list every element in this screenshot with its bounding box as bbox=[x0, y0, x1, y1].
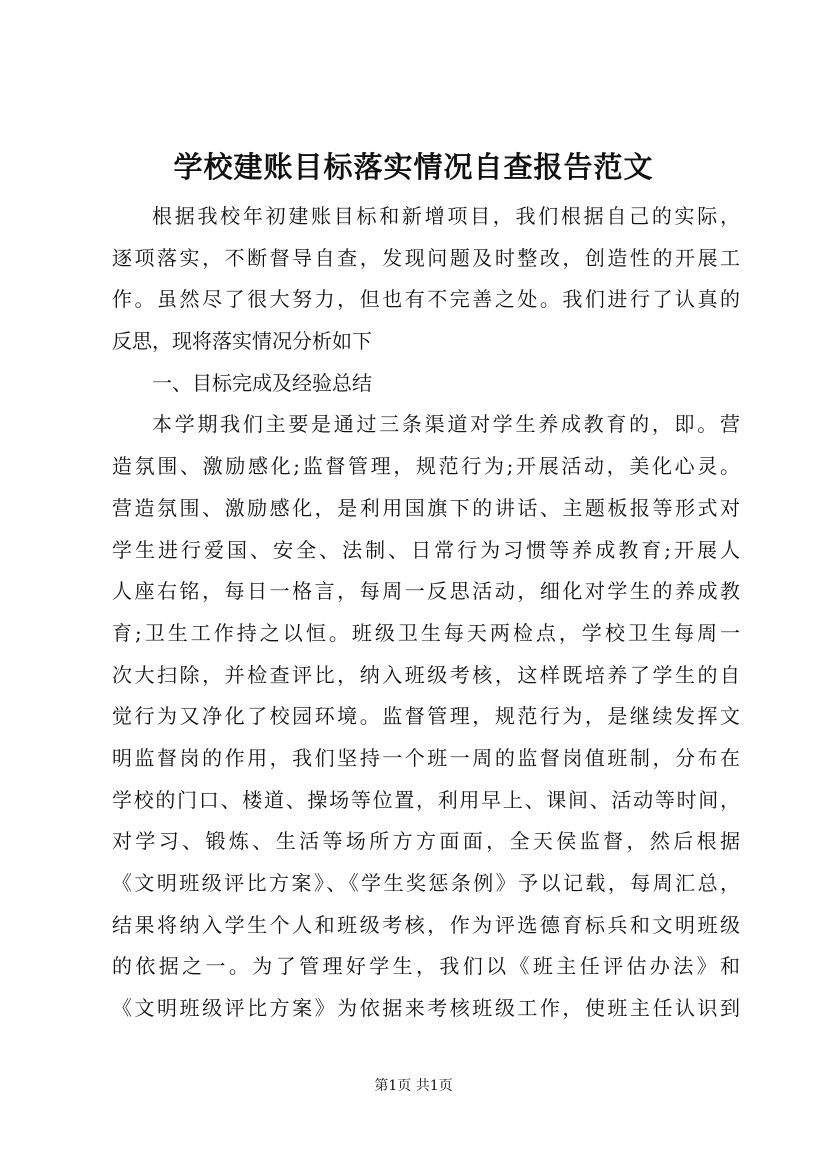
body-line: 作。虽然尽了很大努力，但也有不完善之处。我们进行了认真的 bbox=[112, 287, 740, 312]
document-body bbox=[112, 196, 740, 1030]
body-line: 明监督岗的作用，我们坚持一个班一周的监督岗值班制，分布在 bbox=[112, 745, 740, 770]
body-line: 次大扫除，并检查评比，纳入班级考核，这样既培养了学生的自 bbox=[112, 662, 740, 687]
body-line: 人座右铭，每日一格言，每周一反思活动，细化对学生的养成教 bbox=[112, 579, 740, 604]
body-line: 造氛围、激励感化;监督管理，规范行为;开展活动，美化心灵。 bbox=[112, 454, 740, 479]
body-line: 结果将纳入学生个人和班级考核，作为评选德育标兵和文明班级 bbox=[112, 912, 740, 937]
body-line: 本学期我们主要是通过三条渠道对学生养成教育的，即。营 bbox=[152, 412, 740, 437]
body-line: 觉行为又净化了校园环境。监督管理，规范行为，是继续发挥文 bbox=[112, 704, 740, 729]
body-line: 《文明班级评比方案》、《学生奖惩条例》予以记载，每周汇总， bbox=[112, 871, 740, 895]
body-line: 的依据之一。为了管理好学生，我们以《班主任评估办法》和 bbox=[112, 954, 740, 979]
page-number: 第1页 共1页 bbox=[374, 1078, 453, 1094]
document-title: 学校建账目标落实情况自查报告范文 bbox=[173, 150, 654, 184]
body-line: 反思，现将落实情况分析如下 bbox=[112, 329, 372, 354]
body-line: 对学习、锻炼、生活等场所方方面面，全天侯监督，然后根据 bbox=[112, 829, 740, 854]
body-line: 学校的门口、楼道、操场等位置，利用早上、课间、活动等时间， bbox=[112, 787, 740, 812]
body-line: 《文明班级评比方案》为依据来考核班级工作，使班主任认识到 bbox=[112, 996, 740, 1021]
body-line: 育;卫生工作持之以恒。班级卫生每天两检点，学校卫生每周一 bbox=[112, 620, 740, 645]
body-line: 根据我校年初建账目标和新增项目，我们根据自己的实际， bbox=[152, 204, 740, 228]
section-heading: 一、目标完成及经验总结 bbox=[152, 370, 372, 395]
body-line: 营造氛围、激励感化，是利用国旗下的讲话、主题板报等形式对 bbox=[112, 495, 740, 520]
body-line: 逐项落实，不断督导自查，发现问题及时整改，创造性的开展工 bbox=[112, 245, 740, 270]
body-line: 学生进行爱国、安全、法制、日常行为习惯等养成教育;开展人 bbox=[112, 537, 740, 562]
